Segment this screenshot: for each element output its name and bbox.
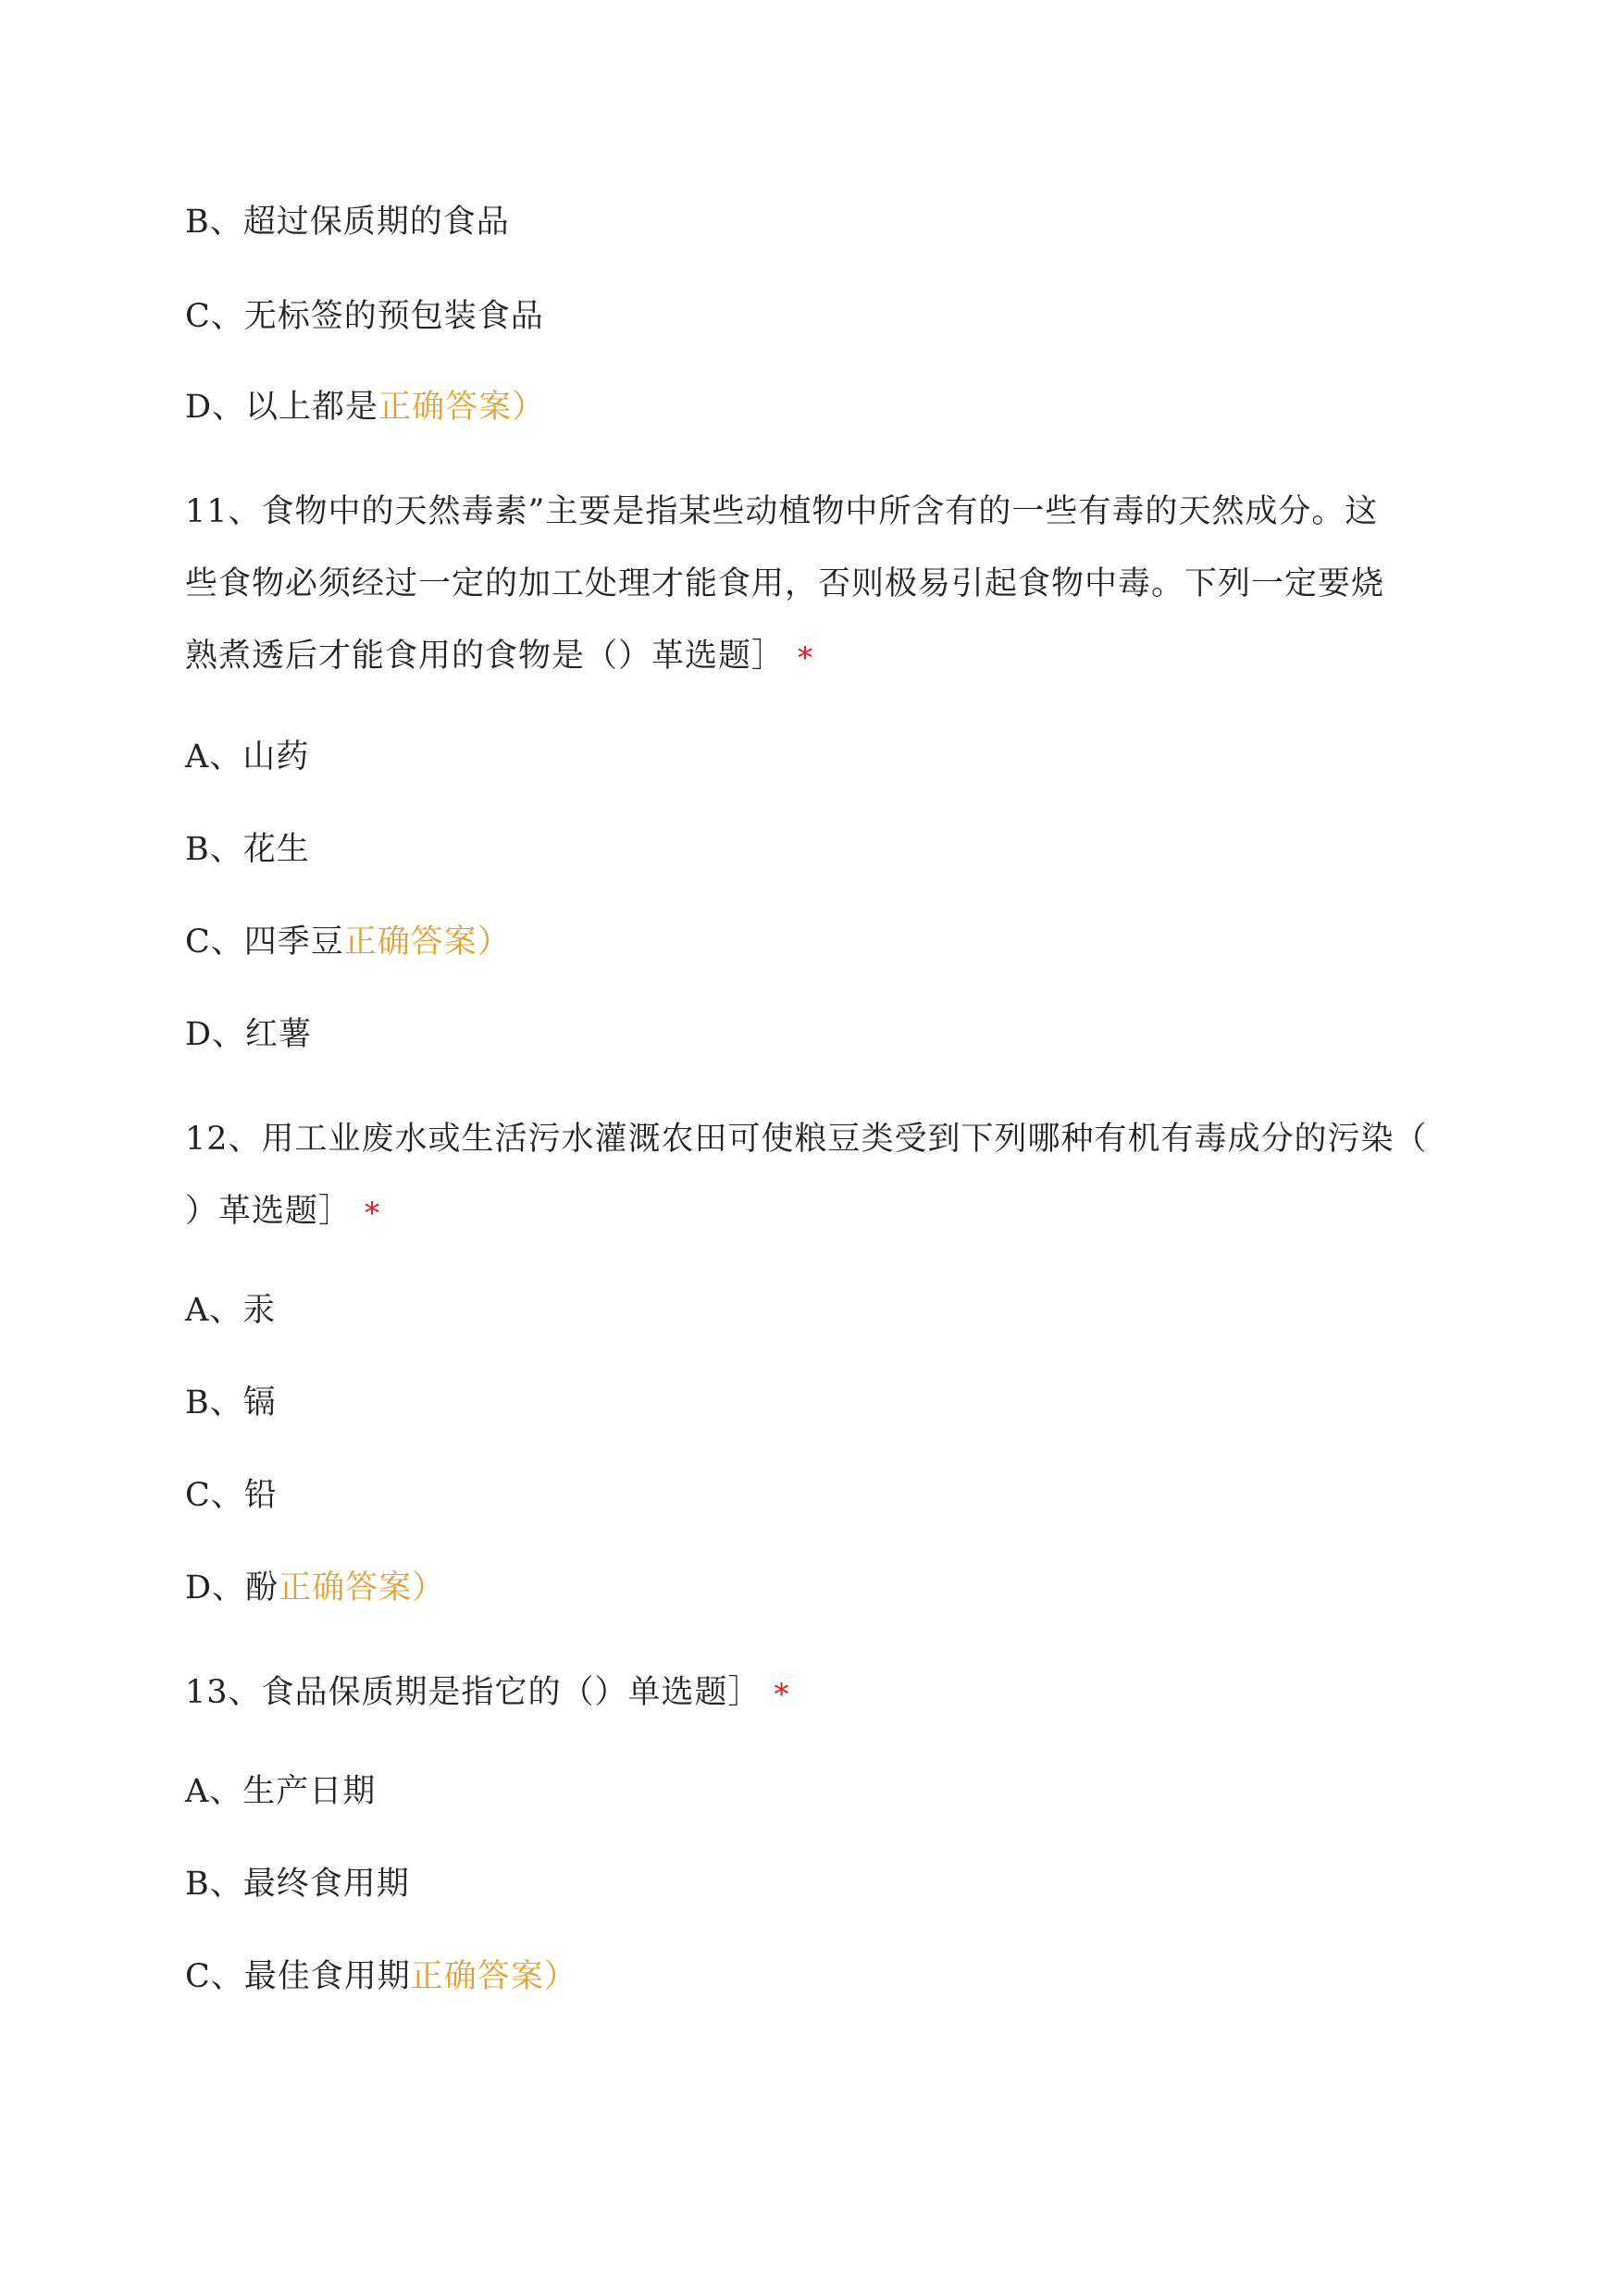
q10-option-d	[185, 385, 545, 429]
option-label: B、镉	[185, 1384, 277, 1421]
question-line: 11、食物中的天然毒素”主要是指某些动植物中所含有的一些有毒的天然成分。这	[185, 493, 1379, 530]
required-mark: *	[798, 640, 814, 676]
option-label: C、四季豆	[185, 924, 344, 961]
option-label: C、无标签的预包装食品	[185, 298, 544, 335]
q12-option-c	[185, 1473, 278, 1518]
option-label: D、红薯	[185, 1016, 313, 1053]
option-label: A、汞	[185, 1292, 277, 1329]
q12-option-a	[185, 1288, 276, 1333]
q10-option-c	[185, 294, 544, 339]
q11-option-b	[185, 827, 310, 872]
correct-answer-mark: 正确答案）	[378, 389, 546, 426]
option-label: C、铅	[185, 1477, 278, 1514]
q11-option-c	[185, 920, 511, 964]
question-line: 熟煮透后才能食用的食物是（）革选题］	[185, 638, 786, 675]
option-label: D、以上都是	[185, 389, 379, 426]
option-label: A、山药	[185, 738, 310, 775]
q12-question	[185, 1103, 1462, 1247]
q12-option-d	[185, 1566, 445, 1610]
option-label: B、最终食用期	[185, 1866, 410, 1903]
required-mark: *	[774, 1677, 790, 1712]
option-label: B、花生	[185, 831, 310, 868]
correct-answer-mark: 正确答案）	[279, 1569, 446, 1606]
correct-answer-mark: 正确答案）	[410, 1958, 577, 1995]
q13-option-c	[185, 1954, 577, 1999]
required-mark: *	[365, 1196, 381, 1231]
option-label: C、最佳食用期	[185, 1958, 411, 1995]
correct-answer-mark: 正确答案）	[343, 924, 511, 961]
q13-option-b	[185, 1862, 410, 1906]
q12-option-b	[185, 1381, 277, 1425]
option-label: D、酚	[185, 1569, 279, 1606]
option-label: A、生产日期	[185, 1773, 377, 1810]
q13-question	[185, 1656, 1462, 1729]
question-line: ）革选题］	[185, 1193, 353, 1230]
question-line: 些食物必须经过一定的加工处理才能食用，否则极易引起食物中毒。下列一定要烧	[185, 565, 1385, 602]
q11-option-d	[185, 1012, 312, 1057]
q11-question	[185, 476, 1462, 692]
question-line: 13、食品保质期是指它的（）单选题］	[185, 1674, 762, 1711]
question-line: 12、用工业废水或生活污水灌溉农田可使粮豆类受到下列哪种有机有毒成分的污染（	[185, 1121, 1428, 1158]
q13-option-a	[185, 1769, 376, 1814]
q10-option-b	[185, 200, 510, 244]
q11-option-a	[185, 735, 309, 779]
option-label: B、超过保质期的食品	[185, 204, 510, 241]
